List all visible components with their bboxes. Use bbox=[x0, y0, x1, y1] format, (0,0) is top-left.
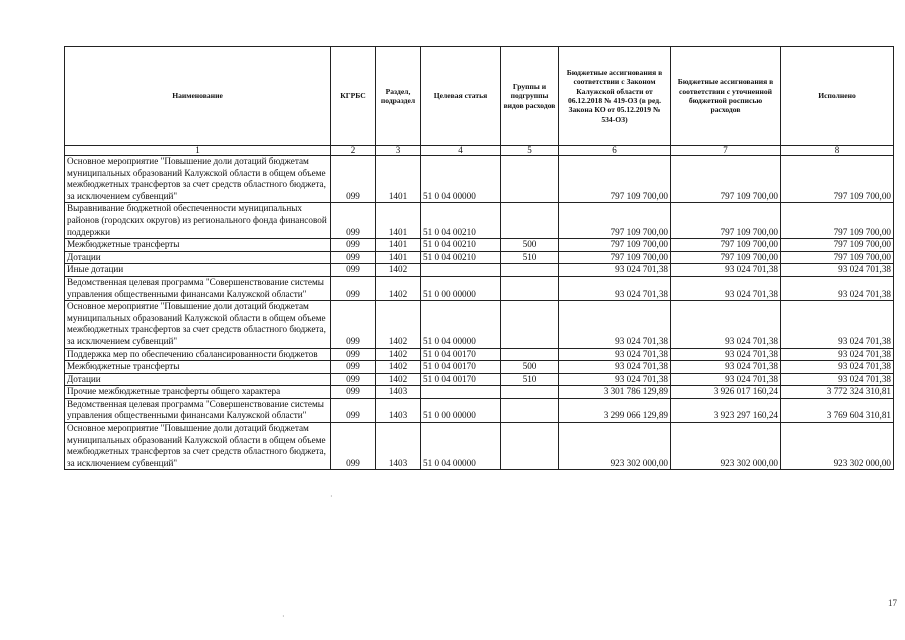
cell-name: Основное мероприятие "Повышение доли дотаций бюджетам муниципальных образований Калужской области в общем объеме межбюджетных трансфертов за счет средств областного бюджета, за исключением субвенций" bbox=[65, 423, 331, 470]
cell-approved: 3 299 066 129,89 bbox=[559, 398, 671, 422]
cell-kgrbs: 099 bbox=[331, 156, 376, 203]
column-number: 1 bbox=[65, 146, 331, 156]
column-number: 7 bbox=[671, 146, 781, 156]
cell-group: 510 bbox=[501, 373, 559, 386]
column-number: 3 bbox=[376, 146, 421, 156]
cell-target bbox=[421, 386, 501, 399]
cell-group bbox=[501, 203, 559, 239]
column-number: 6 bbox=[559, 146, 671, 156]
cell-executed: 3 769 604 310,81 bbox=[781, 398, 894, 422]
cell-executed: 3 772 324 310,81 bbox=[781, 386, 894, 399]
cell-section: 1402 bbox=[376, 348, 421, 361]
cell-kgrbs: 099 bbox=[331, 423, 376, 470]
cell-name: Дотации bbox=[65, 373, 331, 386]
table-row bbox=[65, 276, 894, 300]
cell-group: 510 bbox=[501, 251, 559, 264]
cell-section: 1402 bbox=[376, 264, 421, 277]
cell-name: Основное мероприятие "Повышение доли дотаций бюджетам муниципальных образований Калужской области в общем объеме межбюджетных трансфертов за счет средств областного бюджета, за исключением субвенций" bbox=[65, 301, 331, 348]
column-number-row bbox=[65, 146, 894, 156]
cell-group: 500 bbox=[501, 361, 559, 374]
header-name: Наименование bbox=[65, 47, 331, 146]
cell-target: 51 0 04 00000 bbox=[421, 423, 501, 470]
cell-group bbox=[501, 398, 559, 422]
cell-target: 51 0 04 00170 bbox=[421, 361, 501, 374]
table-body bbox=[65, 156, 894, 470]
cell-executed: 923 302 000,00 bbox=[781, 423, 894, 470]
cell-group bbox=[501, 348, 559, 361]
table-row bbox=[65, 156, 894, 203]
header-section: Раздел, подраздел bbox=[376, 47, 421, 146]
page-number: 17 bbox=[888, 598, 897, 608]
cell-approved: 93 024 701,38 bbox=[559, 301, 671, 348]
cell-name: Ведомственная целевая программа "Совершенствование системы управления общественными финансами Калужской области" bbox=[65, 398, 331, 422]
cell-approved: 797 109 700,00 bbox=[559, 156, 671, 203]
cell-refined: 3 923 297 160,24 bbox=[671, 398, 781, 422]
cell-group bbox=[501, 276, 559, 300]
table-row bbox=[65, 361, 894, 374]
cell-refined: 923 302 000,00 bbox=[671, 423, 781, 470]
table-row bbox=[65, 301, 894, 348]
table-row bbox=[65, 398, 894, 422]
cell-target: 51 0 04 00170 bbox=[421, 373, 501, 386]
cell-section: 1402 bbox=[376, 276, 421, 300]
cell-section: 1403 bbox=[376, 386, 421, 399]
header-target: Целевая статья bbox=[421, 47, 501, 146]
cell-executed: 93 024 701,38 bbox=[781, 361, 894, 374]
cell-refined: 3 926 017 160,24 bbox=[671, 386, 781, 399]
cell-kgrbs: 099 bbox=[331, 251, 376, 264]
cell-target bbox=[421, 264, 501, 277]
cell-kgrbs: 099 bbox=[331, 386, 376, 399]
table-row bbox=[65, 251, 894, 264]
cell-section: 1401 bbox=[376, 251, 421, 264]
header-row bbox=[65, 47, 894, 146]
cell-group bbox=[501, 423, 559, 470]
cell-approved: 93 024 701,38 bbox=[559, 373, 671, 386]
column-number: 2 bbox=[331, 146, 376, 156]
cell-approved: 923 302 000,00 bbox=[559, 423, 671, 470]
column-number: 5 bbox=[501, 146, 559, 156]
cell-target: 51 0 04 00000 bbox=[421, 301, 501, 348]
cell-section: 1401 bbox=[376, 156, 421, 203]
cell-executed: 93 024 701,38 bbox=[781, 276, 894, 300]
cell-refined: 797 109 700,00 bbox=[671, 156, 781, 203]
cell-target: 51 0 04 00170 bbox=[421, 348, 501, 361]
cell-target: 51 0 00 00000 bbox=[421, 276, 501, 300]
cell-refined: 797 109 700,00 bbox=[671, 239, 781, 252]
cell-section: 1401 bbox=[376, 203, 421, 239]
cell-section: 1402 bbox=[376, 361, 421, 374]
cell-group bbox=[501, 264, 559, 277]
cell-approved: 797 109 700,00 bbox=[559, 251, 671, 264]
table-row bbox=[65, 373, 894, 386]
cell-kgrbs: 099 bbox=[331, 398, 376, 422]
cell-target: 51 0 04 00210 bbox=[421, 251, 501, 264]
header-approved: Бюджетные ассигнования в соответствии с Законом Калужской области от 06.12.2018 № 419-ОЗ (в ред. Закона КО от 05.12.2019 № 534-ОЗ) bbox=[559, 47, 671, 146]
column-number: 8 bbox=[781, 146, 894, 156]
cell-kgrbs: 099 bbox=[331, 239, 376, 252]
cell-executed: 93 024 701,38 bbox=[781, 264, 894, 277]
cell-name: Выравнивание бюджетной обеспеченности муниципальных районов (городских округов) из регионального фонда финансовой поддержки bbox=[65, 203, 331, 239]
cell-executed: 797 109 700,00 bbox=[781, 251, 894, 264]
cell-executed: 797 109 700,00 bbox=[781, 156, 894, 203]
cell-target: 51 0 04 00000 bbox=[421, 156, 501, 203]
column-number: 4 bbox=[421, 146, 501, 156]
header-refined: Бюджетные ассигнования в соответствии с уточненной бюджетной росписью расходов bbox=[671, 47, 781, 146]
cell-refined: 93 024 701,38 bbox=[671, 301, 781, 348]
table-row bbox=[65, 203, 894, 239]
cell-name: Поддержка мер по обеспечению сбалансированности бюджетов bbox=[65, 348, 331, 361]
table-row bbox=[65, 264, 894, 277]
scan-speck: · bbox=[330, 492, 333, 501]
header-executed: Исполнено bbox=[781, 47, 894, 146]
cell-name: Межбюджетные трансферты bbox=[65, 239, 331, 252]
cell-approved: 93 024 701,38 bbox=[559, 348, 671, 361]
cell-refined: 93 024 701,38 bbox=[671, 373, 781, 386]
budget-table bbox=[64, 46, 894, 470]
cell-refined: 93 024 701,38 bbox=[671, 361, 781, 374]
cell-kgrbs: 099 bbox=[331, 373, 376, 386]
cell-kgrbs: 099 bbox=[331, 203, 376, 239]
cell-refined: 93 024 701,38 bbox=[671, 264, 781, 277]
cell-kgrbs: 099 bbox=[331, 348, 376, 361]
scan-speck: · bbox=[282, 612, 285, 621]
cell-target: 51 0 00 00000 bbox=[421, 398, 501, 422]
cell-name: Иные дотации bbox=[65, 264, 331, 277]
table-row bbox=[65, 239, 894, 252]
cell-refined: 93 024 701,38 bbox=[671, 348, 781, 361]
cell-target: 51 0 04 00210 bbox=[421, 203, 501, 239]
table-row bbox=[65, 348, 894, 361]
cell-group: 500 bbox=[501, 239, 559, 252]
table-row bbox=[65, 423, 894, 470]
cell-kgrbs: 099 bbox=[331, 264, 376, 277]
cell-kgrbs: 099 bbox=[331, 361, 376, 374]
cell-executed: 93 024 701,38 bbox=[781, 373, 894, 386]
cell-section: 1402 bbox=[376, 301, 421, 348]
cell-kgrbs: 099 bbox=[331, 301, 376, 348]
cell-name: Межбюджетные трансферты bbox=[65, 361, 331, 374]
cell-name: Ведомственная целевая программа "Совершенствование системы управления общественными финансами Калужской области" bbox=[65, 276, 331, 300]
cell-executed: 93 024 701,38 bbox=[781, 301, 894, 348]
cell-name: Основное мероприятие "Повышение доли дотаций бюджетам муниципальных образований Калужской области в общем объеме межбюджетных трансфертов за счет средств областного бюджета, за исключением субвенций" bbox=[65, 156, 331, 203]
cell-approved: 93 024 701,38 bbox=[559, 361, 671, 374]
cell-kgrbs: 099 bbox=[331, 276, 376, 300]
cell-section: 1403 bbox=[376, 398, 421, 422]
cell-refined: 93 024 701,38 bbox=[671, 276, 781, 300]
cell-target: 51 0 04 00210 bbox=[421, 239, 501, 252]
cell-approved: 93 024 701,38 bbox=[559, 276, 671, 300]
header-kgrbs: КГРБС bbox=[331, 47, 376, 146]
cell-executed: 93 024 701,38 bbox=[781, 348, 894, 361]
cell-approved: 93 024 701,38 bbox=[559, 264, 671, 277]
cell-section: 1403 bbox=[376, 423, 421, 470]
cell-group bbox=[501, 301, 559, 348]
header-group: Группы и подгруппы видов расходов bbox=[501, 47, 559, 146]
cell-group bbox=[501, 386, 559, 399]
cell-executed: 797 109 700,00 bbox=[781, 239, 894, 252]
cell-executed: 797 109 700,00 bbox=[781, 203, 894, 239]
cell-group bbox=[501, 156, 559, 203]
cell-section: 1401 bbox=[376, 239, 421, 252]
cell-name: Прочие межбюджетные трансферты общего характера bbox=[65, 386, 331, 399]
cell-name: Дотации bbox=[65, 251, 331, 264]
cell-refined: 797 109 700,00 bbox=[671, 251, 781, 264]
table-row bbox=[65, 386, 894, 399]
cell-refined: 797 109 700,00 bbox=[671, 203, 781, 239]
cell-approved: 797 109 700,00 bbox=[559, 203, 671, 239]
cell-section: 1402 bbox=[376, 373, 421, 386]
cell-approved: 797 109 700,00 bbox=[559, 239, 671, 252]
cell-approved: 3 301 786 129,89 bbox=[559, 386, 671, 399]
